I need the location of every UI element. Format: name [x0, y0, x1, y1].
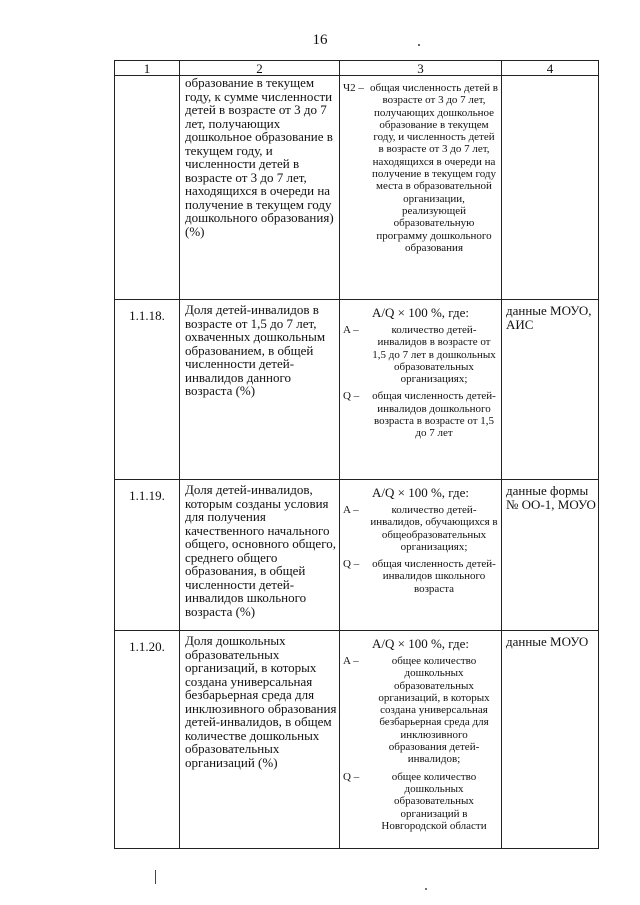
description-text: Доля детей-инвалидов, которым созданы условия для получения качественного начального общего, основного общего, среднего общего образования, в общей численности детей-инвалидов школьного возраста (%) — [185, 482, 336, 619]
row-source — [502, 300, 599, 480]
source-text: данные формы № ОО-1, МОУО — [506, 483, 596, 512]
row-calculation — [340, 76, 502, 300]
column-header-1: 1 — [115, 61, 180, 76]
source-text: данные МОУО, АИС — [506, 303, 592, 332]
definition-symbol: A – — [343, 655, 359, 667]
column-header-2: 2 — [180, 61, 340, 76]
row-description — [180, 480, 340, 631]
definition-q — [340, 558, 501, 595]
definition-symbol: Q – — [343, 770, 360, 783]
formula-text: A/Q × 100 %, где: — [372, 305, 469, 320]
definition-q — [340, 771, 501, 832]
table-row — [115, 631, 599, 849]
row-source — [502, 480, 599, 631]
definition-symbol: A – — [343, 504, 359, 516]
definition-text: количество детей-инвалидов в возрасте от 1,5 до 7 лет в дошкольных образовательных организациях; — [372, 324, 496, 386]
table-row — [115, 480, 599, 631]
definition-symbol: Ч2 – — [343, 82, 364, 94]
definition-ch2 — [340, 82, 501, 254]
row-number: 1.1.18. — [115, 300, 180, 480]
row-source — [502, 631, 599, 849]
row-calculation — [340, 631, 502, 849]
row-number-empty — [115, 76, 180, 300]
scan-speck — [418, 44, 420, 46]
row-description — [180, 631, 340, 849]
definition-symbol: Q – — [343, 558, 360, 571]
definition-symbol: A – — [343, 324, 359, 336]
row-number: 1.1.20. — [115, 631, 180, 849]
indicator-table — [114, 60, 599, 849]
source-text: данные МОУО — [506, 634, 589, 649]
definition-a — [340, 324, 501, 385]
definition-symbol: Q – — [343, 390, 360, 403]
column-header-3: 3 — [340, 61, 502, 76]
row-calculation — [340, 480, 502, 631]
row-calculation — [340, 300, 502, 480]
description-text: Доля детей-инвалидов в возрасте от 1,5 до 7 лет, охваченных дошкольным образованием, в общей численности детей-инвалидов данного возраста (%) — [185, 302, 326, 398]
description-text: Доля дошкольных образовательных организаций, в которых создана универсальная безбарьерная среда для инклюзивного образования детей-инвалидов, в общем количестве дошкольных образовательных организаций (%) — [185, 633, 337, 770]
definition-text: общая численность детей в возрасте от 3 до 7 лет, получающих дошкольное образование в текущем году, и численность детей в возрасте от 3 до 7 лет, находящихся в очереди на получение в текущем году места в образовательной организации, реализующей образовательную программу дошкольного образования — [370, 82, 498, 254]
table-row-continued — [115, 76, 599, 300]
scan-speck — [425, 888, 427, 890]
scan-mark — [155, 870, 156, 884]
definition-a — [340, 504, 501, 553]
definition-text: количество детей-инвалидов, обучающихся в общеобразовательных организациях; — [370, 504, 498, 553]
table-header-row — [115, 61, 599, 76]
definition-a — [340, 655, 501, 766]
formula-text: A/Q × 100 %, где: — [372, 485, 469, 500]
definition-q — [340, 390, 501, 439]
indicator-table-container — [114, 60, 599, 849]
row-description — [180, 76, 340, 300]
definition-text: общее количество дошкольных образовательных организаций в Новгородской области — [381, 770, 487, 832]
page-number: 16 — [312, 32, 328, 48]
row-description — [180, 300, 340, 480]
column-header-4: 4 — [502, 61, 599, 76]
table-row — [115, 300, 599, 480]
definition-text: общая численность детей-инвалидов дошкольного возраста в возрасте от 1,5 до 7 лет — [372, 390, 496, 440]
formula-text: A/Q × 100 %, где: — [372, 636, 469, 651]
description-text: образование в текущем году, к сумме численности детей в возрасте от 3 до 7 лет, получающих дошкольное образование в текущем году, и численности детей в возрасте от 3 до 7 лет, находящихся в очереди на получение в текущем году дошкольного образования) (%) — [185, 75, 334, 239]
row-number: 1.1.19. — [115, 480, 180, 631]
definition-text: общее количество дошкольных образовательных организаций, в которых создана универсальная безбарьерная среда для инклюзивного образования детей-инвалидов; — [378, 655, 490, 766]
row-source-empty — [502, 76, 599, 300]
definition-text: общая численность детей-инвалидов школьного возраста — [372, 558, 496, 595]
